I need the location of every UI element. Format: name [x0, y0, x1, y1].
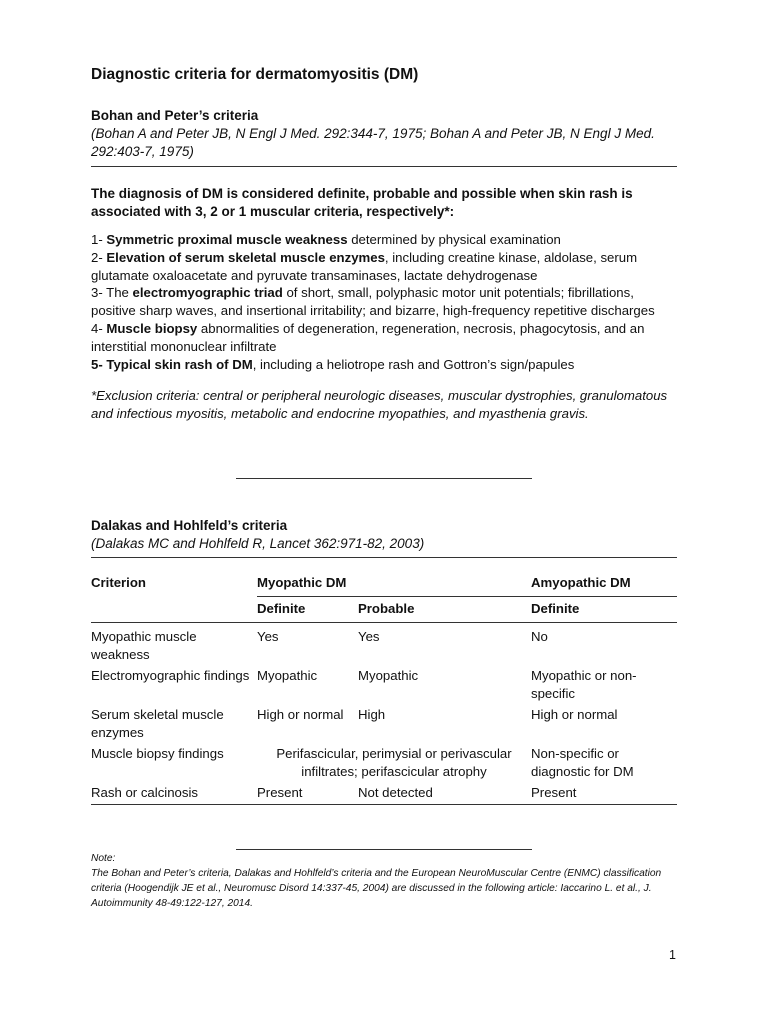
table-row — [91, 781, 677, 805]
criterion-bold: electromyographic triad — [132, 285, 283, 301]
table-cell: Myopathic or non-specific — [531, 668, 637, 701]
bohan-reference: (Bohan A and Peter JB, N Engl J Med. 292:344-7, 1975; Bohan A and Peter JB, N Engl J Med. 292:403-7, 1975) — [91, 126, 655, 159]
table-cell: Yes — [358, 629, 380, 644]
criterion-rest: , including creatine kinase, aldolase, serum glutamate oxaloacetate and pyruvate transaminases, lactate dehydrogenase — [91, 249, 638, 283]
criterion-bold: Symmetric proximal muscle weakness — [106, 232, 348, 247]
table-cell: Yes — [257, 629, 279, 644]
criterion-number: 5- — [91, 356, 107, 372]
table-cell: Not detected — [358, 785, 433, 800]
section-separator — [236, 478, 532, 479]
table-cell: Myopathic — [257, 668, 318, 683]
page-number: 1 — [669, 948, 676, 962]
bohan-divider — [91, 166, 677, 167]
criteria-table — [91, 574, 677, 805]
table-row — [91, 664, 677, 703]
table-cell: Muscle biopsy findings — [91, 746, 224, 761]
dalakas-section — [91, 516, 677, 805]
table-cell: High — [358, 707, 386, 722]
document-title: Diagnostic criteria for dermatomyositis (DM) — [91, 66, 419, 83]
header-empty — [91, 597, 257, 623]
note-text: The Bohan and Peter’s criteria, Dalakas and Hohlfeld’s criteria and the European NeuroMuscular Centre (ENMC) classification criteria (Hoogendijk JE et al., Neuromusc Disord 14:337-45, 2004) are discussed in the following article: Iaccarino L. et al., J. Autoimmunity 48-49:122-127, 2014. — [91, 868, 662, 909]
criterion-prefix: The — [106, 285, 133, 301]
table-row — [91, 742, 677, 781]
document-page — [91, 66, 677, 909]
bohan-lead: The diagnosis of DM is considered definite, probable and possible when skin rash is associated with 3, 2 or 1 muscular criteria, respectively*: — [91, 186, 633, 219]
table-cell: Present — [257, 785, 303, 800]
criterion-item — [91, 249, 677, 285]
footnote — [91, 851, 677, 911]
table-cell: Serum skeletal muscle enzymes — [91, 707, 224, 740]
note-label: Note: — [91, 853, 116, 864]
subheader-amyo-definite: Definite — [531, 601, 580, 616]
criterion-rest: , including a heliotrope rash and Gottron’s sign/papules — [252, 356, 575, 372]
dalakas-divider — [91, 557, 677, 558]
note-separator — [236, 849, 532, 850]
table-header-row — [91, 574, 677, 597]
table-cell: No — [531, 629, 548, 644]
dalakas-heading: Dalakas and Hohlfeld’s criteria — [91, 518, 288, 533]
criterion-number: 1- — [91, 232, 107, 247]
criterion-bold: Muscle biopsy — [106, 320, 198, 336]
criterion-number: 3- — [91, 285, 107, 301]
header-criterion: Criterion — [91, 575, 146, 590]
header-amyopathic: Amyopathic DM — [531, 574, 677, 597]
criterion-item — [91, 231, 677, 249]
table-cell: Electromyographic findings — [91, 668, 250, 683]
table-cell: Non-specific or diagnostic for DM — [531, 746, 634, 779]
table-row — [91, 703, 677, 742]
subheader-probable: Probable — [358, 601, 415, 616]
criterion-number: 2- — [91, 249, 107, 265]
criterion-item — [91, 284, 677, 320]
dalakas-reference: (Dalakas MC and Hohlfeld R, Lancet 362:971-82, 2003) — [91, 536, 425, 551]
table-subheader-row — [91, 597, 677, 623]
criteria-list — [91, 231, 677, 373]
table-cell: Myopathic muscle weakness — [91, 629, 197, 662]
table-cell: Myopathic — [358, 668, 419, 683]
table-cell: Rash or calcinosis — [91, 785, 199, 800]
subheader-definite: Definite — [257, 601, 306, 616]
table-cell: Present — [531, 785, 577, 800]
bohan-heading: Bohan and Peter’s criteria — [91, 108, 259, 123]
exclusion-criteria: *Exclusion criteria: central or peripheral neurologic diseases, muscular dystrophies, granulomatous and infectious myositis, metabolic and endocrine myopathies, and myasthenia gravis. — [91, 388, 668, 422]
criterion-rest: abnormalities of degeneration, regeneration, necrosis, phagocytosis, and an interstitial mononuclear infiltrate — [91, 320, 645, 354]
header-myopathic: Myopathic DM — [257, 574, 531, 597]
criterion-bold: Typical skin rash of DM — [106, 356, 253, 372]
table-cell: Perifascicular, perimysial or perivascular infiltrates; perifascicular atrophy — [276, 746, 512, 779]
criterion-item — [91, 356, 677, 374]
criterion-rest: determined by physical examination — [347, 232, 561, 247]
criterion-number: 4- — [91, 320, 107, 336]
table-row — [91, 623, 677, 665]
criterion-item — [91, 320, 677, 356]
table-cell: High or normal — [257, 707, 344, 722]
criterion-rest: of short, small, polyphasic motor unit potentials; fibrillations, positive sharp waves, and insertional irritability; and bizarre, high-frequency repetitive discharges — [91, 285, 655, 319]
criterion-bold: Elevation of serum skeletal muscle enzymes — [106, 249, 385, 265]
table-cell: High or normal — [531, 707, 618, 722]
